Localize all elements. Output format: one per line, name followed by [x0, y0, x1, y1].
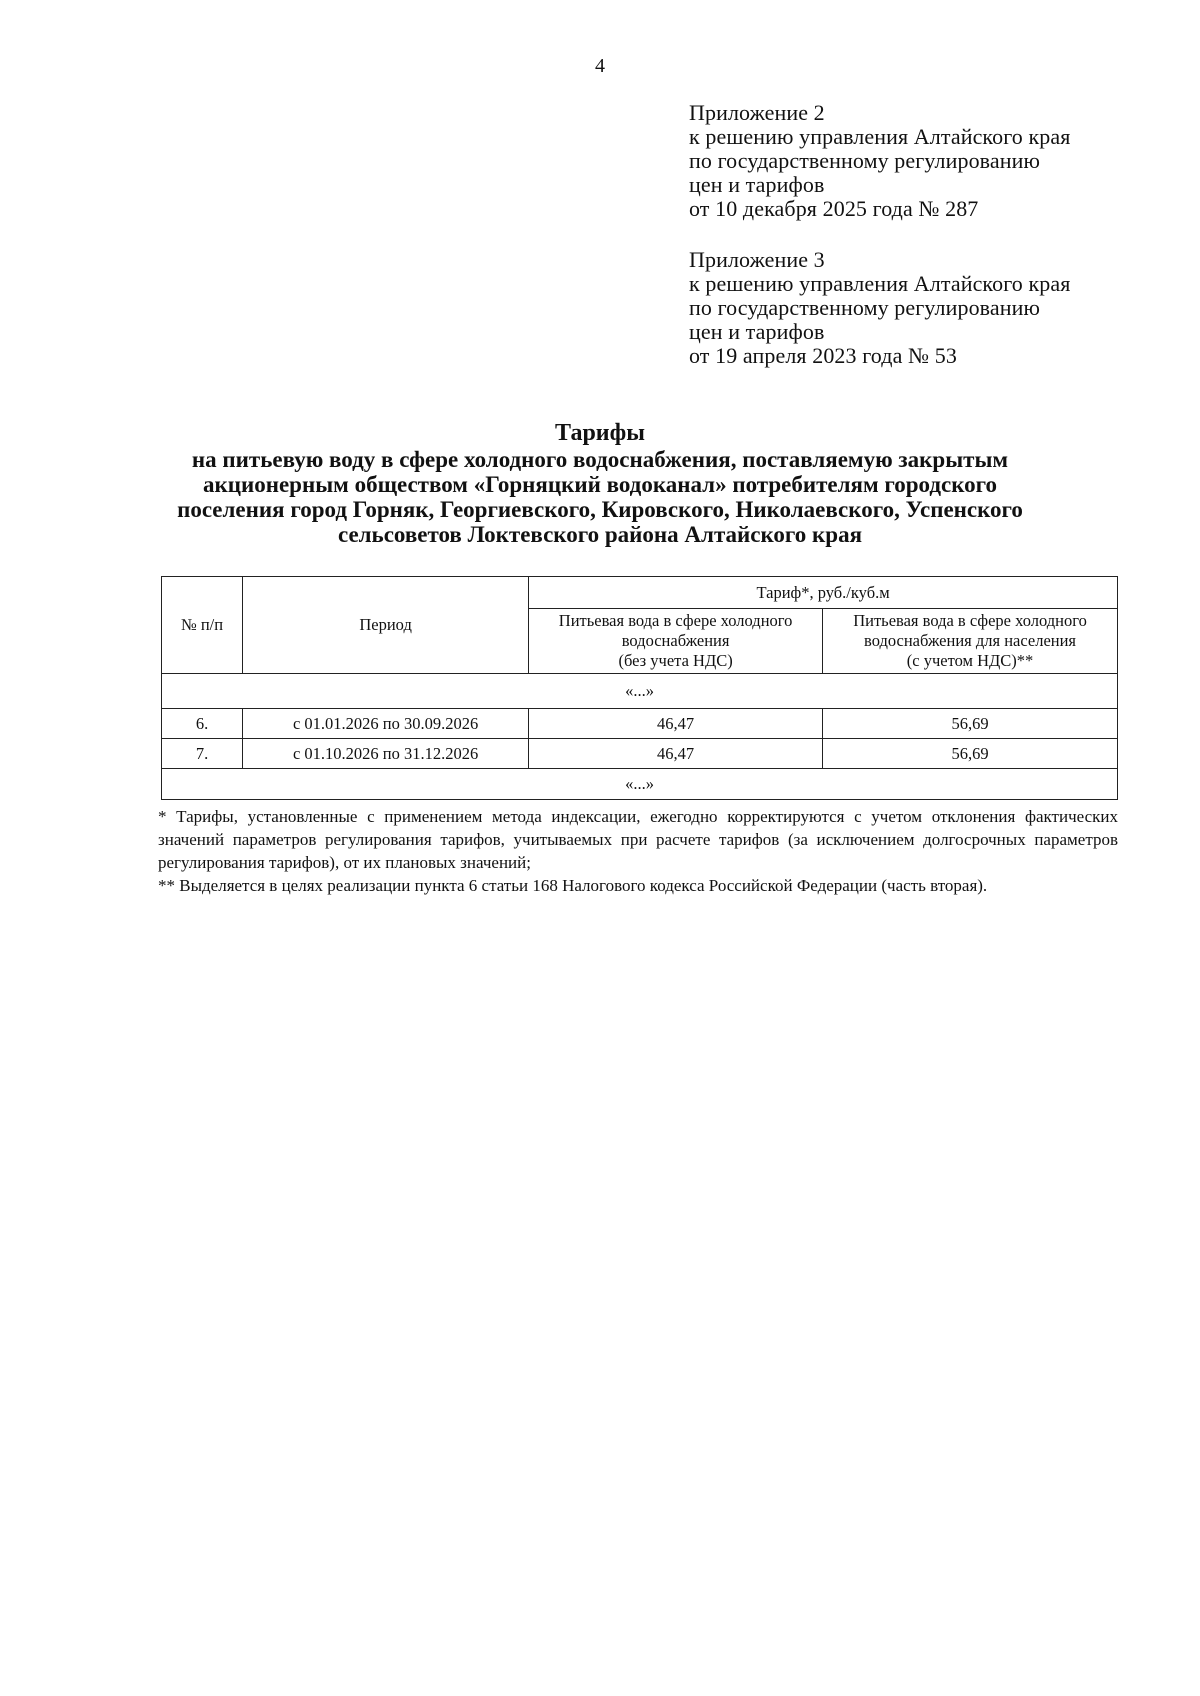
appendix-current-heading [689, 101, 1169, 221]
appendix-line: от 10 декабря 2025 года № 287 [689, 196, 979, 221]
footnote-1: * Тарифы, установленные с применением метода индексации, ежегодно корректируются с учетом отклонения фактических значений параметров регулирования тарифов, учитываемых при расчете тарифов (за исключением долгосрочных параметров регулирования тарифов), от их плановых значений; [158, 807, 1118, 872]
header-line: водоснабжения [621, 631, 730, 650]
title-line: поселения город Горняк, Георгиевского, Кировского, Николаевского, Успенского [177, 497, 1023, 522]
title-line: акционерным обществом «Горняцкий водоканал» потребителям городского [202, 472, 998, 497]
table-row [162, 739, 1118, 769]
table-row [162, 709, 1118, 739]
table-row-ellipsis [162, 674, 1118, 709]
header-line: водоснабжения для населения [864, 631, 1077, 650]
appendix-line: по государственному регулированию [689, 148, 1041, 173]
cell-tariff-with-vat: 56,69 [823, 739, 1118, 769]
ellipsis-cell: «...» [162, 769, 1118, 800]
footnote-2: ** Выделяется в целях реализации пункта 6 статьи 168 Налогового кодекса Российской Федерации (часть вторая). [158, 876, 988, 895]
appendix-line: цен и тарифов [689, 172, 825, 197]
appendix-line: по государственному регулированию [689, 295, 1041, 320]
header-tariff: Тариф*, руб./куб.м [529, 577, 1118, 609]
title-main: Тарифы [555, 420, 645, 446]
appendix-original-heading [689, 248, 1169, 368]
cell-period: с 01.10.2026 по 31.12.2026 [243, 739, 529, 769]
cell-num: 7. [162, 739, 243, 769]
header-line: Питьевая вода в сфере холодного [558, 611, 793, 630]
cell-num: 6. [162, 709, 243, 739]
header-line: (без учета НДС) [618, 651, 733, 670]
appendix-line: цен и тарифов [689, 319, 825, 344]
header-period: Период [243, 577, 529, 674]
appendix-line: к решению управления Алтайского края [689, 124, 1071, 149]
cell-tariff-with-vat: 56,69 [823, 709, 1118, 739]
header-num: № п/п [162, 577, 243, 674]
ellipsis-cell: «...» [162, 674, 1118, 709]
appendix-line: от 19 апреля 2023 года № 53 [689, 343, 957, 368]
cell-period: с 01.01.2026 по 30.09.2026 [243, 709, 529, 739]
tariff-table [161, 576, 1118, 800]
appendix-line: Приложение 2 [689, 100, 825, 125]
table-row-ellipsis [162, 769, 1118, 800]
appendix-line: Приложение 3 [689, 247, 825, 272]
header-line: Питьевая вода в сфере холодного [853, 611, 1087, 630]
cell-tariff-without-vat: 46,47 [529, 709, 823, 739]
header-line: (с учетом НДС)** [906, 651, 1034, 670]
cell-tariff-without-vat: 46,47 [529, 739, 823, 769]
table-header-row [162, 577, 1118, 609]
header-tariff-population-with-vat [823, 609, 1118, 674]
footnotes [158, 805, 1118, 897]
title-line: сельсоветов Локтевского района Алтайского края [337, 522, 863, 547]
document-title [150, 421, 1050, 547]
appendix-line: к решению управления Алтайского края [689, 271, 1071, 296]
header-tariff-without-vat [529, 609, 823, 674]
page-number: 4 [595, 55, 605, 77]
title-line: на питьевую воду в сфере холодного водоснабжения, поставляемую закрытым [191, 447, 1009, 472]
